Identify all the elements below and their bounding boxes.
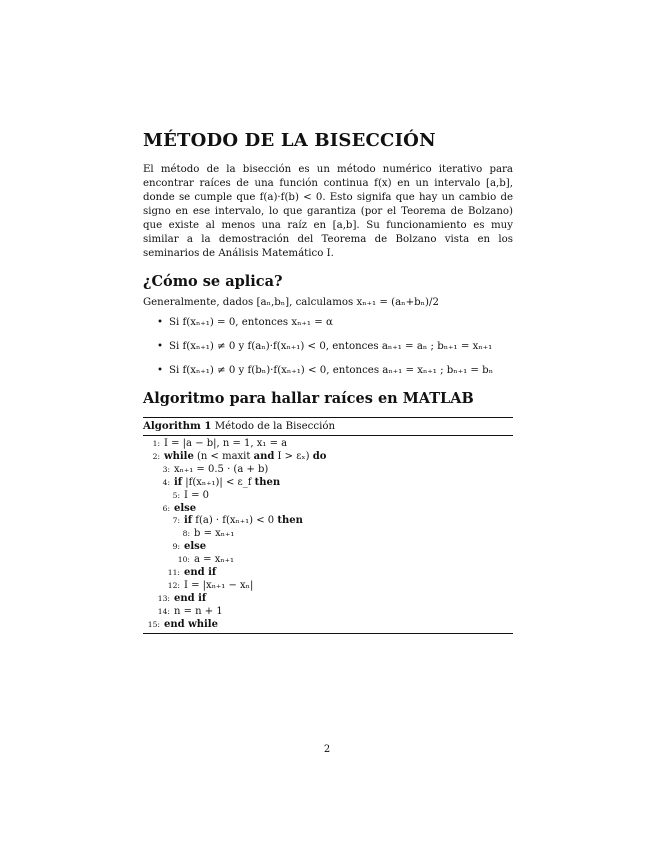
algorithm-line (143, 515, 513, 528)
section-heading-how: ¿Cómo se aplica? (143, 273, 283, 290)
line-number: 9: (172, 542, 180, 552)
algorithm-line (143, 477, 513, 490)
algorithm-line (143, 490, 513, 503)
line-text: xₙ₊₁ = 0.5 · (a + b) (174, 463, 269, 475)
algorithm-line (143, 464, 513, 477)
keyword: else (184, 541, 207, 553)
keyword: end if (174, 592, 207, 604)
section-heading-matlab: Algoritmo para hallar raíces en MATLAB (143, 390, 474, 407)
line-text: f(a) · f(xₙ₊₁) < 0 (192, 515, 278, 527)
line-text: |f(xₙ₊₁)| < ε_f (182, 476, 255, 488)
list-item (143, 340, 513, 354)
algorithm-line (143, 541, 513, 554)
line-number: 10: (177, 555, 190, 565)
line-text: I > εₓ) (274, 450, 313, 462)
how-lead-text: Generalmente, dados [aₙ,bₙ], calculamos xₙ₊₁ = (aₙ+bₙ)/2 (143, 297, 439, 308)
algorithm-label: Algorithm 1 (143, 420, 212, 432)
keyword: while (164, 450, 194, 462)
algorithm-line (143, 593, 513, 606)
list-item-text: Si f(xₙ₊₁) ≠ 0 y f(aₙ)·f(xₙ₊₁) < 0, entonces aₙ₊₁ = aₙ ; bₙ₊₁ = xₙ₊₁ (169, 341, 493, 352)
line-number: 7: (172, 516, 180, 526)
line-text: I = |a − b|, n = 1, x₁ = a (164, 438, 288, 449)
algorithm-title: Método de la Bisección (214, 421, 336, 432)
condition-list (143, 316, 513, 378)
line-text: n = n + 1 (174, 605, 223, 617)
algorithm-line (143, 619, 513, 632)
line-number: 8: (182, 529, 190, 539)
line-number: 3: (162, 464, 170, 474)
keyword: end if (184, 567, 217, 579)
line-text: b = xₙ₊₁ (194, 528, 235, 540)
keyword: then (277, 515, 303, 527)
keyword: then (254, 476, 281, 488)
algorithm-line (143, 528, 513, 541)
bullet-icon: • (157, 365, 164, 376)
list-item-text: Si f(xₙ₊₁) = 0, entonces xₙ₊₁ = α (169, 317, 333, 328)
page-number: 2 (323, 744, 331, 755)
algorithm-line (143, 451, 513, 464)
line-number: 2: (152, 451, 160, 461)
line-number: 13: (157, 593, 170, 603)
line-number: 15: (147, 619, 160, 629)
list-item (143, 364, 513, 378)
line-number: 4: (162, 477, 170, 487)
line-text: a = xₙ₊₁ (194, 554, 234, 566)
page-title: MÉTODO DE LA BISECCIÓN (143, 130, 436, 151)
line-number: 14: (157, 606, 170, 616)
algorithm-line (143, 580, 513, 593)
line-number: 6: (162, 503, 170, 513)
line-number: 12: (167, 580, 180, 590)
page-content (143, 130, 513, 634)
keyword: if (174, 476, 183, 488)
algorithm-line (143, 503, 513, 516)
algorithm-line (143, 606, 513, 619)
bullet-icon: • (157, 317, 164, 328)
intro-paragraph: El método de la bisección es un método numérico iterativo para encontrar raíces de una función continua f(x) en un intervalo [a,b], donde se cumple que f(a)·f(b) < 0. Esto signifa que hay un cambio de signo en ese intervalo, lo que garantiza (por el Teorema de Bolzano) que existe al menos una raíz en [a,b]. Su funcionamiento es muy similar a la demostración del Teorema de Bolzano vista en los seminarios de Análisis Matemático I. (143, 164, 513, 259)
keyword: end while (164, 618, 218, 630)
bullet-icon: • (157, 341, 164, 352)
line-text: I = 0 (184, 489, 210, 501)
line-number: 11: (167, 568, 180, 578)
keyword: do (312, 450, 327, 462)
line-text: (n < maxit (193, 450, 254, 462)
line-text: I = |xₙ₊₁ − xₙ| (184, 579, 254, 591)
line-number: 1: (152, 439, 160, 448)
algorithm-caption (143, 418, 513, 436)
algorithm-line (143, 554, 513, 567)
list-item (143, 316, 513, 330)
algorithm-lines (143, 436, 513, 633)
list-item-text: Si f(xₙ₊₁) ≠ 0 y f(bₙ)·f(xₙ₊₁) < 0, entonces aₙ₊₁ = xₙ₊₁ ; bₙ₊₁ = bₙ (169, 365, 494, 376)
keyword: else (174, 502, 197, 514)
keyword: and (253, 450, 275, 462)
algorithm-box (143, 417, 513, 634)
algorithm-line (143, 567, 513, 580)
line-number: 5: (172, 490, 180, 500)
keyword: if (184, 515, 193, 527)
algorithm-line (143, 438, 513, 451)
